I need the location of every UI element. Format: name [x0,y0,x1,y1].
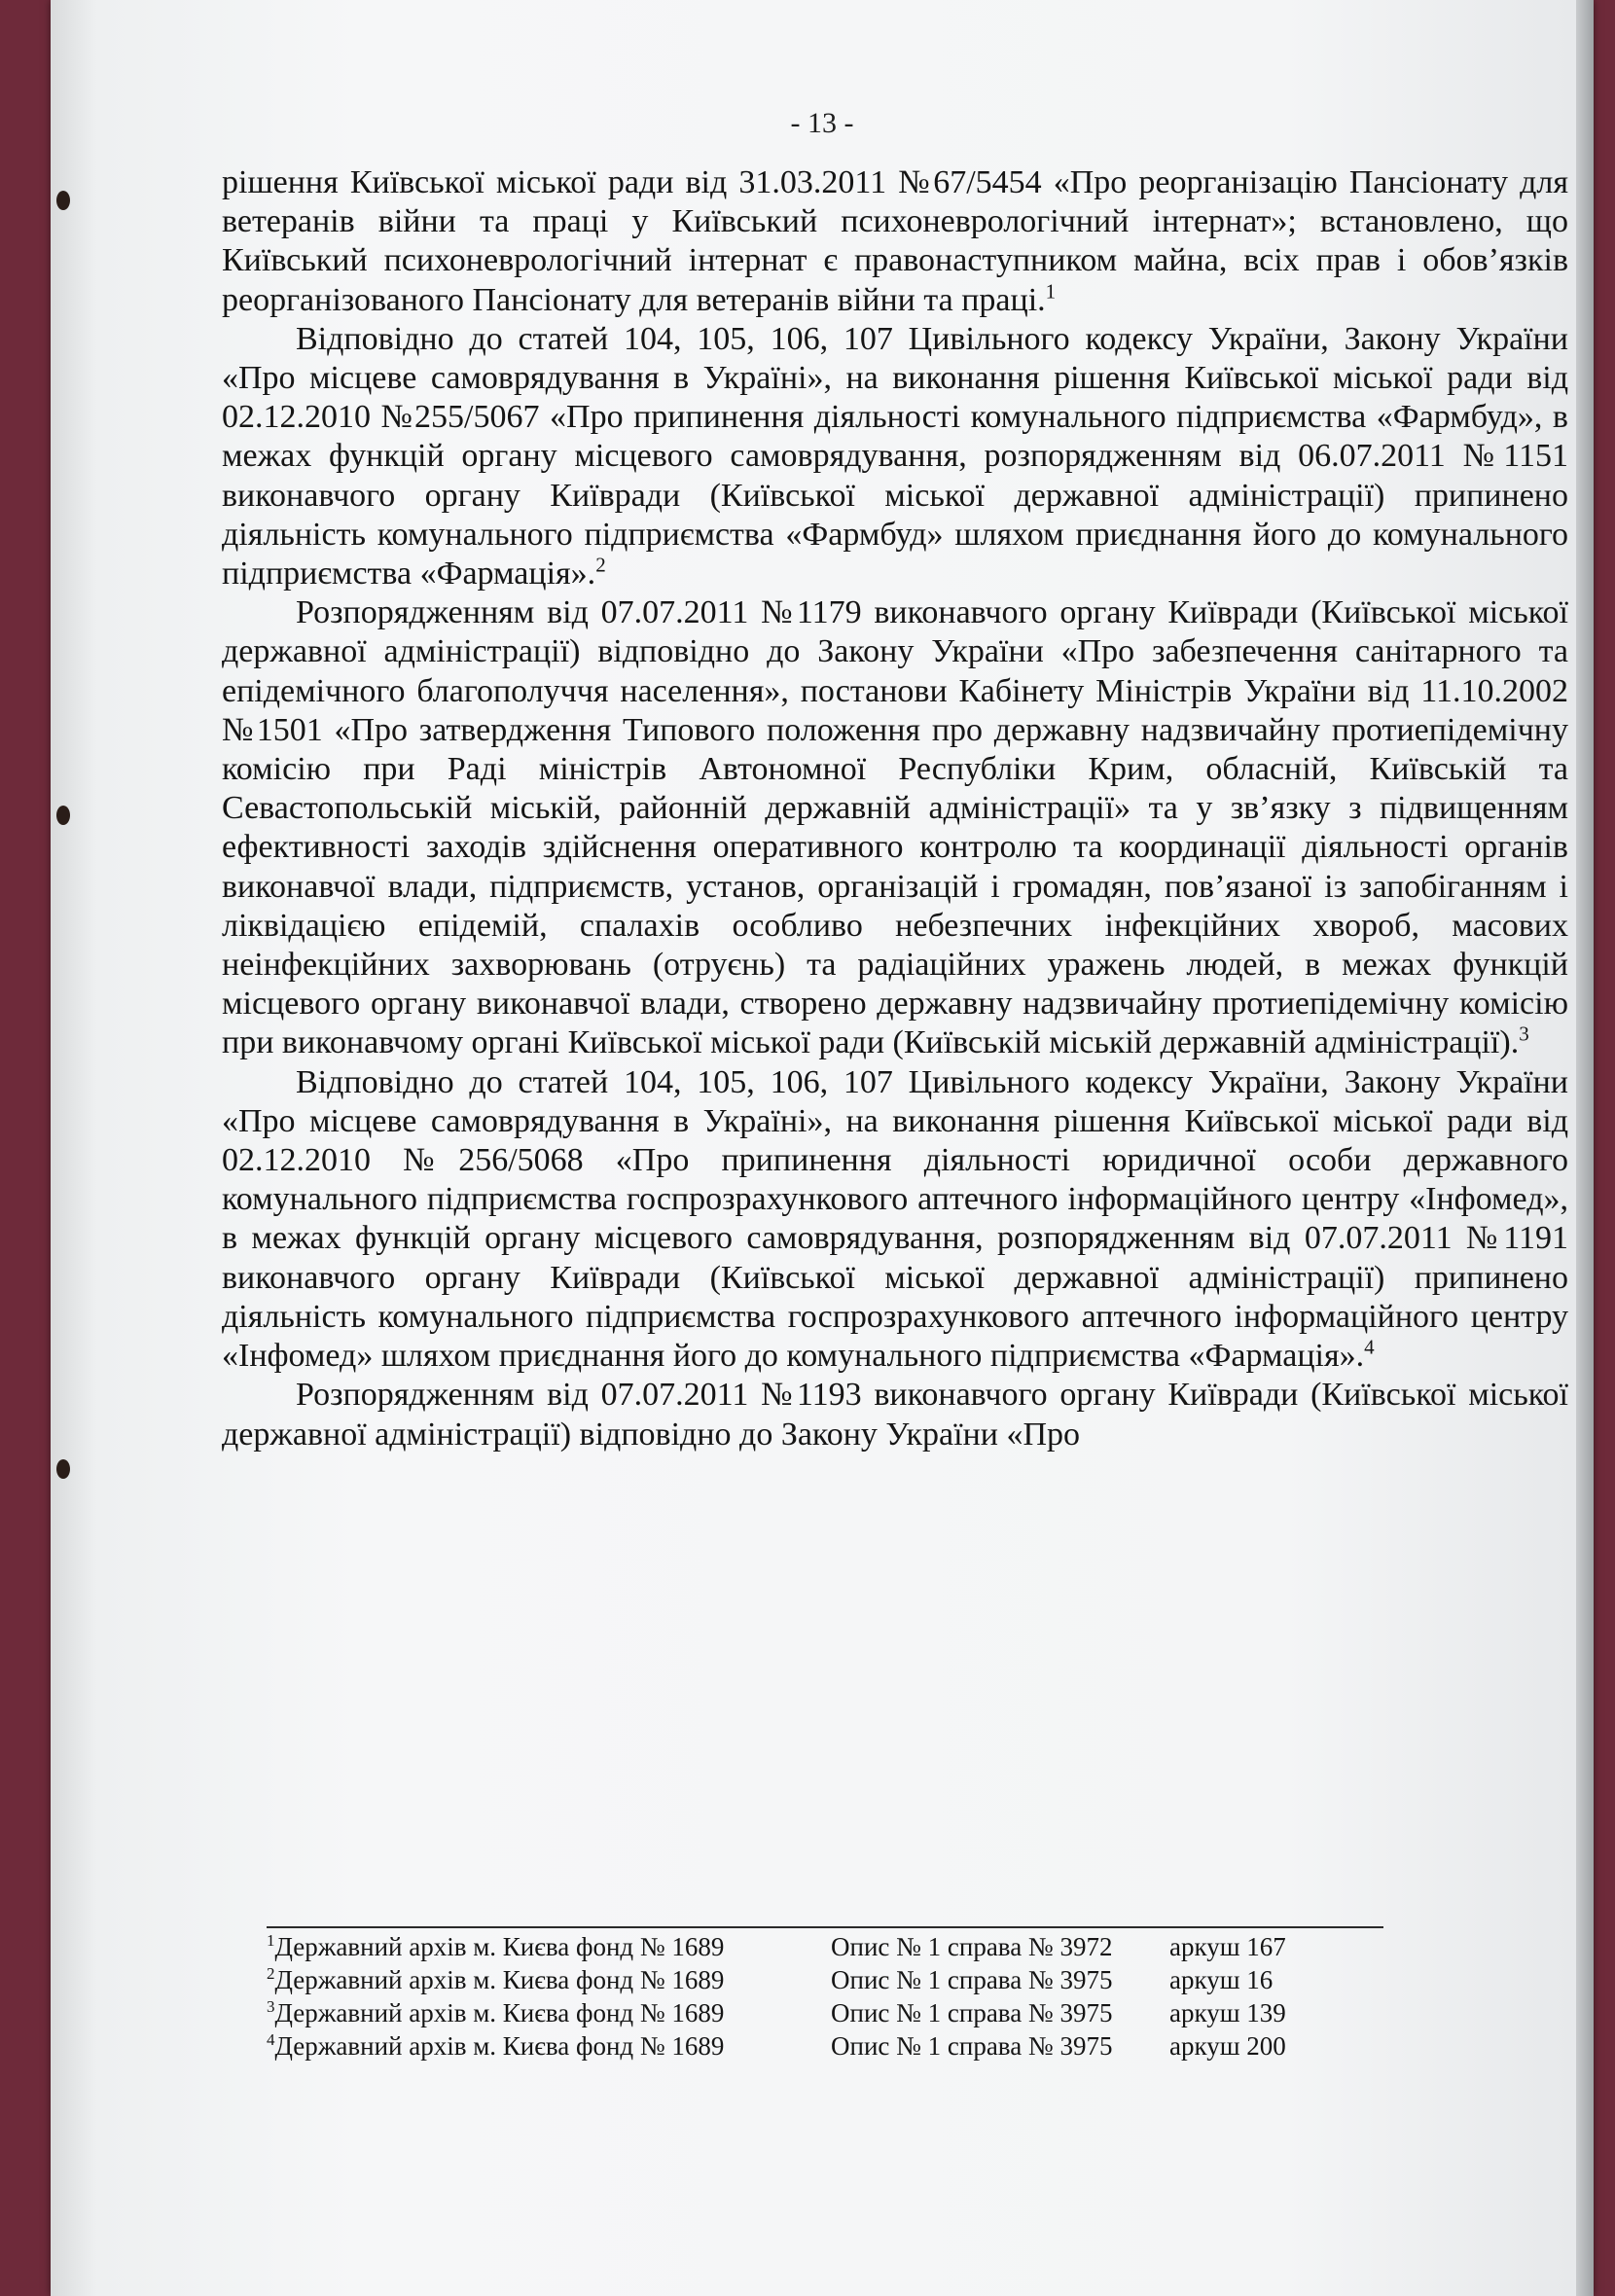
document-page [51,0,1594,2296]
footnote-item: $^4$Державний архів м. Києва фонд № 1689 Опис № 1 справа № 3975 аркуш 200 [267,2030,1286,2061]
footnote-item: $^1$Державний архів м. Києва фонд № 1689 Опис № 1 справа № 3972 аркуш 167 [267,1931,1286,1961]
punch-hole [56,191,70,210]
footnote-separator [267,1926,1383,1928]
paragraph: Відповідно до статей 104, 105, 106, 107 Цивільного кодексу України, Закону України «Про місцеве самоврядування в Україні», на виконання рішення Київської міської ради від 02.12.2010 №255/5067 «Про припинення діяльності комунального підприємства «Фармбуд», в межах функцій органу місцевого самоврядування, розпорядженням від 06.07.2011 №1151 виконавчого органу Київради (Київської міської державної адміністрації) припинено діяльність комунального підприємства «Фармбуд» шляхом приєднання його до комунального підприємства «Фармація».$^2$ [222,320,1568,592]
footnote-item: $^2$Державний архів м. Києва фонд № 1689 Опис № 1 справа № 3975 аркуш 16 [267,1964,1274,1994]
paragraph: рішення Київської міської ради від 31.03.2011 №67/5454 «Про реорганізацію Пансіонату для ветеранів війни та праці у Київський психоневрологічний інтернат»; встановлено, що Київський психоневрологічний інтернат є правонаступником майна, всіх прав і обов’язків реорганізованого Пансіонату для ветеранів війни та праці.$^1$ [222,164,1568,318]
paragraph: Розпорядженням від 07.07.2011 №1179 виконавчого органу Київради (Київської міської державної адміністрації) відповідно до Закону України «Про забезпечення санітарного та епідемічного благополуччя населення», постанови Кабінету Міністрів України від 11.10.2002 №1501 «Про затвердження Типового положення про державну надзвичайну протиепідемічну комісію при Раді міністрів Автономної Республіки Крим, обласній, Київській та Севастопольській міській, районній державній адміністрації» та у зв’язку з підвищенням ефективності заходів здійснення оперативного контролю та координації діяльності органів виконавчої влади, підприємств, установ, організацій і громадян, пов’язаної із запобіганням і ліквідацією епідемій, спалахів особливо небезпечних інфекційних хвороб, масових неінфекційних захворювань (отруєнь) та радіаційних уражень людей, в межах функцій місцевого органу виконавчої влади, створено державну надзвичайну протиепідемічну комісію при виконавчому органі Київської міської ради (Київській міській державній адміністрації).$^3$ [222,594,1568,1061]
paragraph: Відповідно до статей 104, 105, 106, 107 Цивільного кодексу України, Закону України «Про місцеве самоврядування в Україні», на виконання рішення Київської міської ради від 02.12.2010 №256/5068 «Про припинення діяльності юридичної особи державного комунального підприємства госпрозрахункового аптечного інформаційного центру «Інфомед», в межах функцій органу місцевого самоврядування, розпорядженням від 07.07.2011 №1191 виконавчого органу Київради (Київської міської державної адміністрації) припинено діяльність комунального підприємства госпрозрахункового аптечного інформаційного центру «Інфомед» шляхом приєднання його до комунального підприємства «Фармація».$^4$ [222,1063,1568,1375]
footnote-item: $^3$Державний архів м. Києва фонд № 1689 Опис № 1 справа № 3975 аркуш 139 [267,1997,1286,2027]
footnote-ref: 4 [1364,1335,1375,1359]
page-edge [1576,0,1594,2296]
footnote-ref: 1 [1045,279,1057,304]
footnotes [267,1930,1434,2063]
page-number: - 13 - [790,107,854,139]
paragraph: Розпорядженням від 07.07.2011 №1193 виконавчого органу Київради (Київської міської державної адміністрації) відповідно до Закону України «Про [222,1377,1568,1453]
body-text [222,163,1568,1454]
footnote-ref: 2 [595,553,606,577]
punch-hole [56,1459,70,1479]
footnote-ref: 3 [1519,1022,1529,1047]
punch-hole [56,806,70,825]
